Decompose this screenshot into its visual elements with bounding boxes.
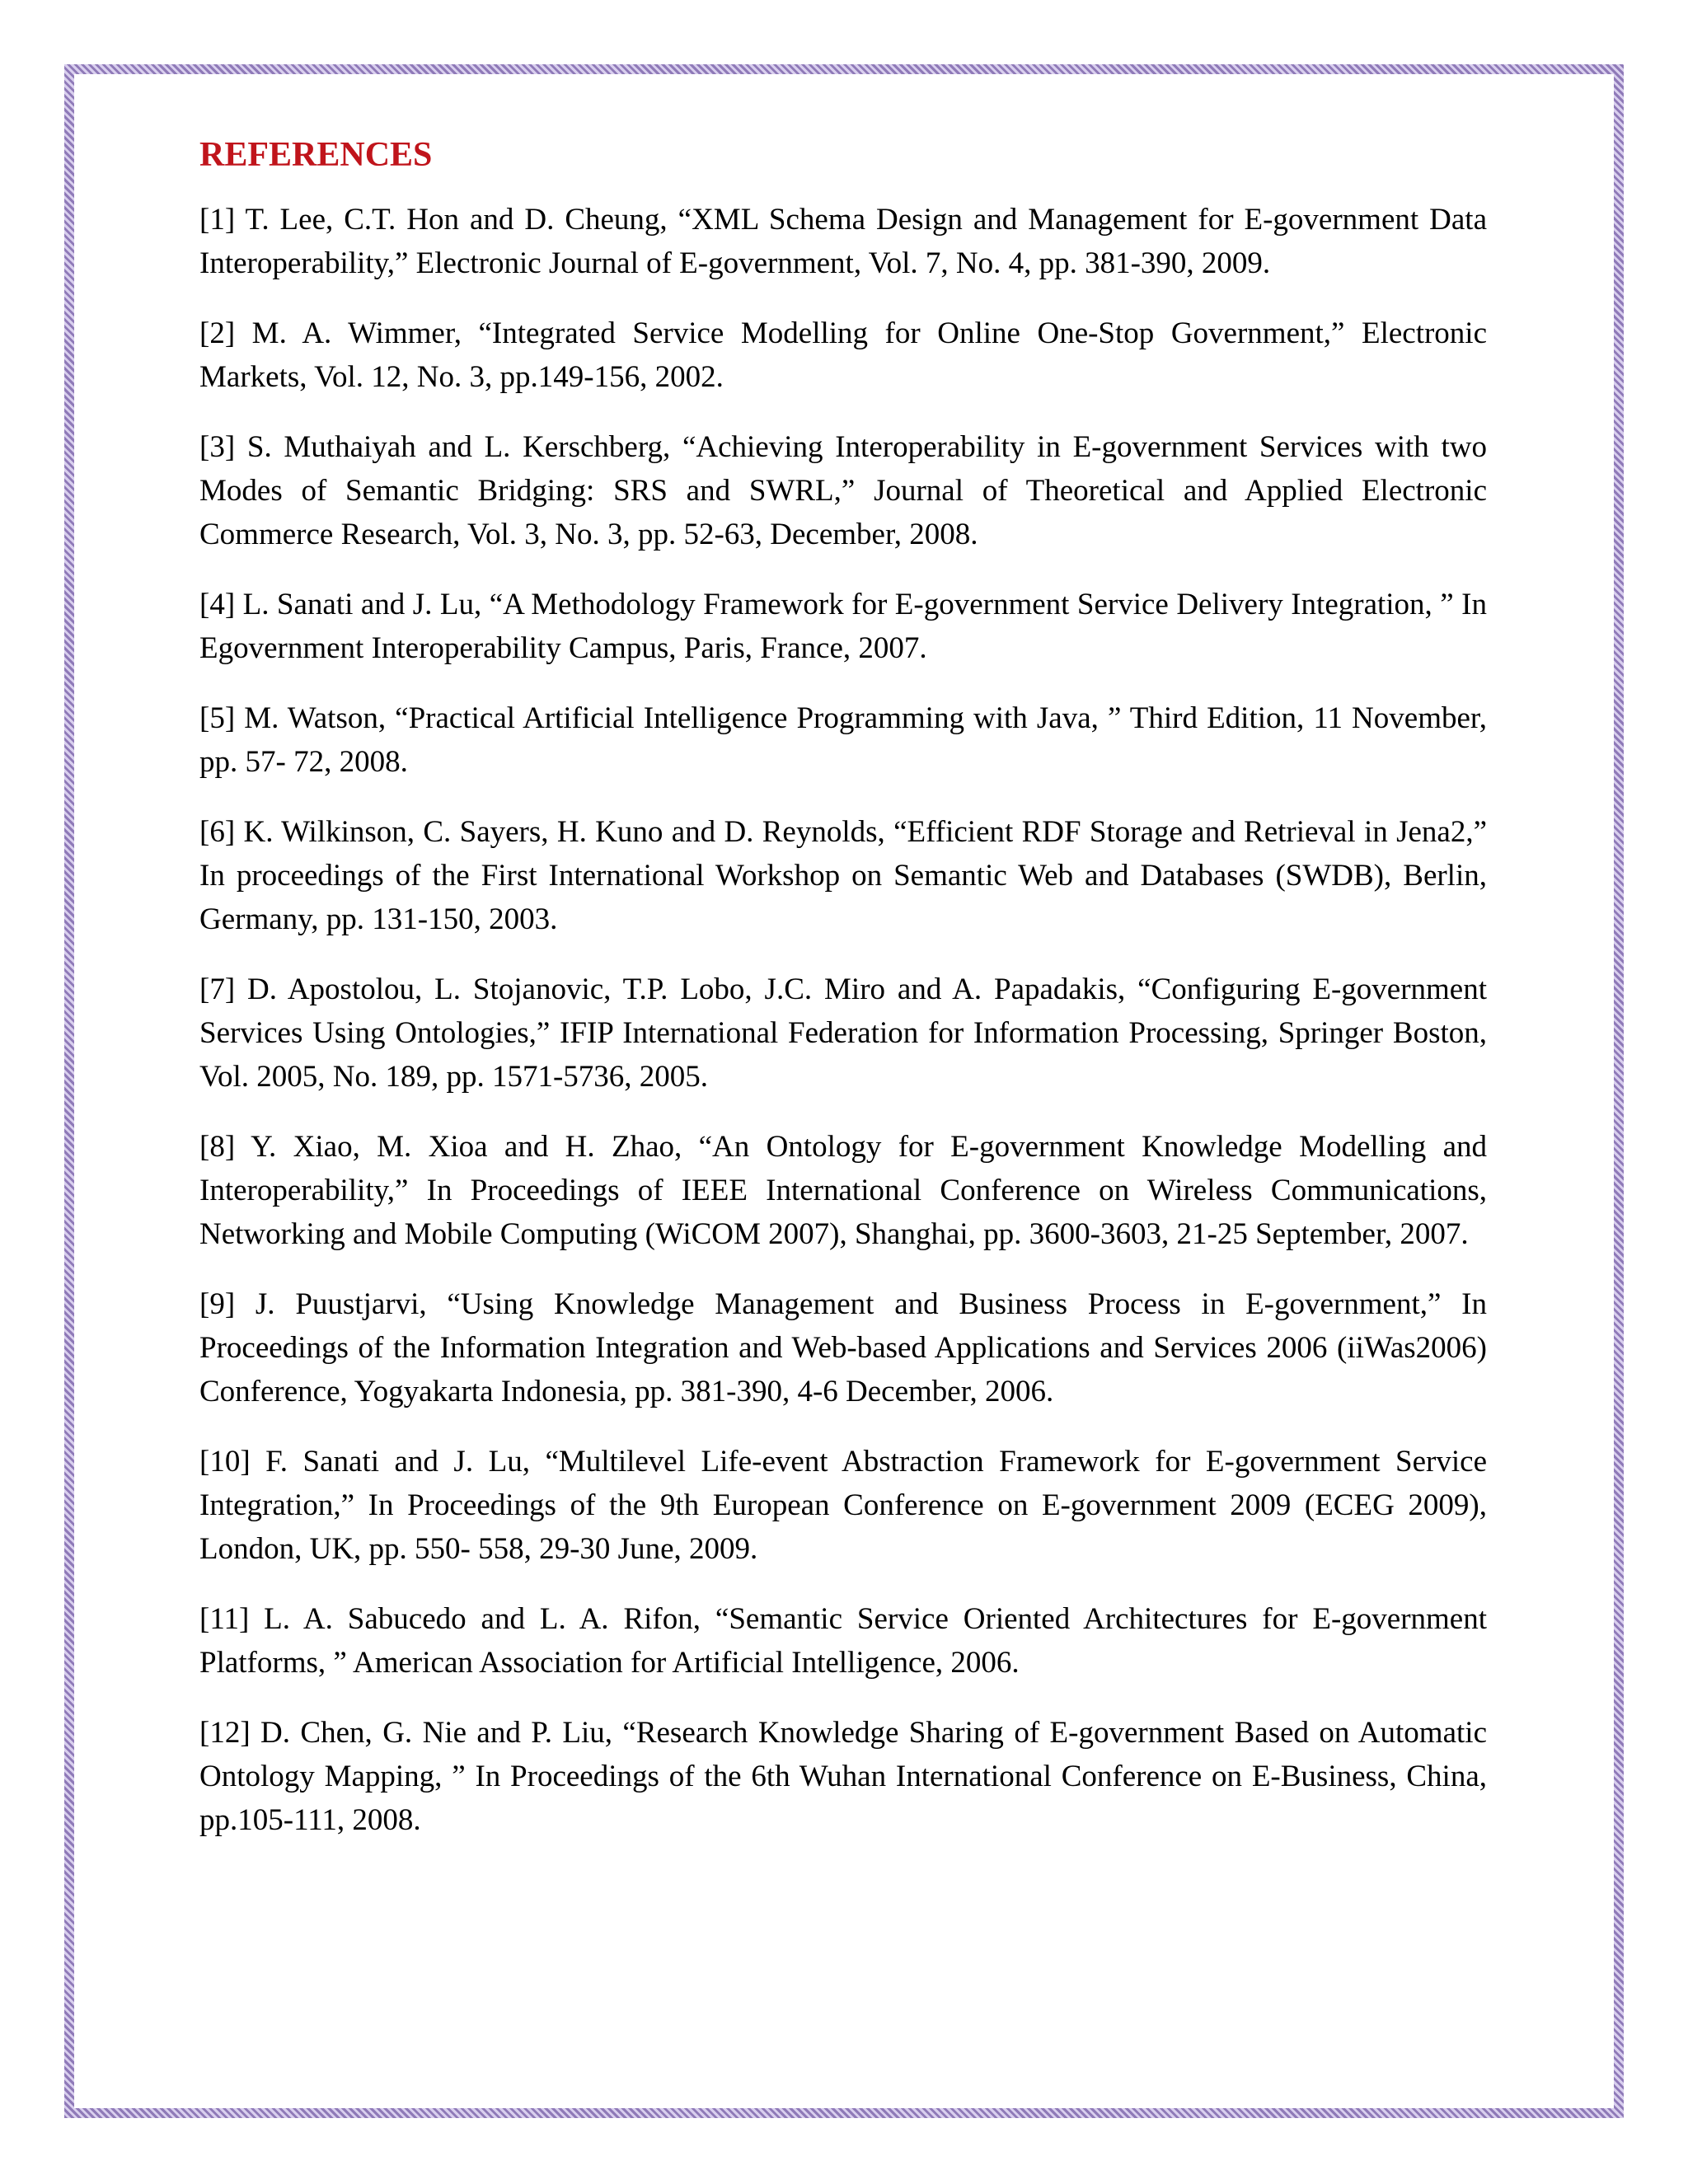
reference-item-5: [5] M. Watson, “Practical Artificial Intelligence Programming with Java, ” Third Edition, 11 November, pp. 57- 72, 2008. <box>199 701 1487 779</box>
references-section <box>199 134 1487 1868</box>
references-heading: REFERENCES <box>199 136 433 174</box>
reference-item-12: [12] D. Chen, G. Nie and P. Liu, “Research Knowledge Sharing of E-government Based on Automatic Ontology Mapping, ” In Proceedings of the 6th Wuhan International Conference on E-Business, China, pp.105-111, 2008. <box>199 1716 1487 1837</box>
reference-item-9: [9] J. Puustjarvi, “Using Knowledge Management and Business Process in E-government,” In Proceedings of the Information Integration and Web-based Applications and Services 2006 (iiWas2006) Conference, Yogyakarta Indonesia, pp. 381-390, 4-6 December, 2006. <box>199 1287 1487 1408</box>
reference-item-2: [2] M. A. Wimmer, “Integrated Service Modelling for Online One-Stop Government,” Electronic Markets, Vol. 12, No. 3, pp.149-156, 2002. <box>199 316 1487 394</box>
reference-item-4: [4] L. Sanati and J. Lu, “A Methodology Framework for E-government Service Delivery Integration, ” In Egovernment Interoperability Campus, Paris, France, 2007. <box>199 588 1487 665</box>
reference-item-8: [8] Y. Xiao, M. Xioa and H. Zhao, “An Ontology for E-government Knowledge Modelling and Interoperability,” In Proceedings of IEEE International Conference on Wireless Communications, Networking and Mobile Computing (WiCOM 2007), Shanghai, pp. 3600-3603, 21-25 September, 2007. <box>199 1130 1487 1251</box>
reference-item-1: [1] T. Lee, C.T. Hon and D. Cheung, “XML Schema Design and Management for E-government Data Interoperability,” Electronic Journal of E-government, Vol. 7, No. 4, pp. 381-390, 2009. <box>199 203 1487 280</box>
reference-item-10: [10] F. Sanati and J. Lu, “Multilevel Life-event Abstraction Framework for E-government Service Integration,” In Proceedings of the 9th European Conference on E-government 2009 (ECEG 2009), London, UK, pp. 550- 558, 29-30 June, 2009. <box>199 1445 1487 1566</box>
reference-item-3: [3] S. Muthaiyah and L. Kerschberg, “Achieving Interoperability in E-government Services with two Modes of Semantic Bridging: SRS and SWRL,” Journal of Theoretical and Applied Electronic Commerce Research, Vol. 3, No. 3, pp. 52-63, December, 2008. <box>199 430 1487 551</box>
reference-list <box>199 198 1487 1842</box>
reference-item-11: [11] L. A. Sabucedo and L. A. Rifon, “Semantic Service Oriented Architectures for E-government Platforms, ” American Association for Artificial Intelligence, 2006. <box>199 1602 1487 1680</box>
reference-item-6: [6] K. Wilkinson, C. Sayers, H. Kuno and D. Reynolds, “Efficient RDF Storage and Retrieval in Jena2,” In proceedings of the First International Workshop on Semantic Web and Databases (SWDB), Berlin, Germany, pp. 131-150, 2003. <box>199 815 1487 936</box>
reference-item-7: [7] D. Apostolou, L. Stojanovic, T.P. Lobo, J.C. Miro and A. Papadakis, “Configuring E-government Services Using Ontologies,” IFIP International Federation for Information Processing, Springer Boston, Vol. 2005, No. 189, pp. 1571-5736, 2005. <box>199 972 1487 1094</box>
